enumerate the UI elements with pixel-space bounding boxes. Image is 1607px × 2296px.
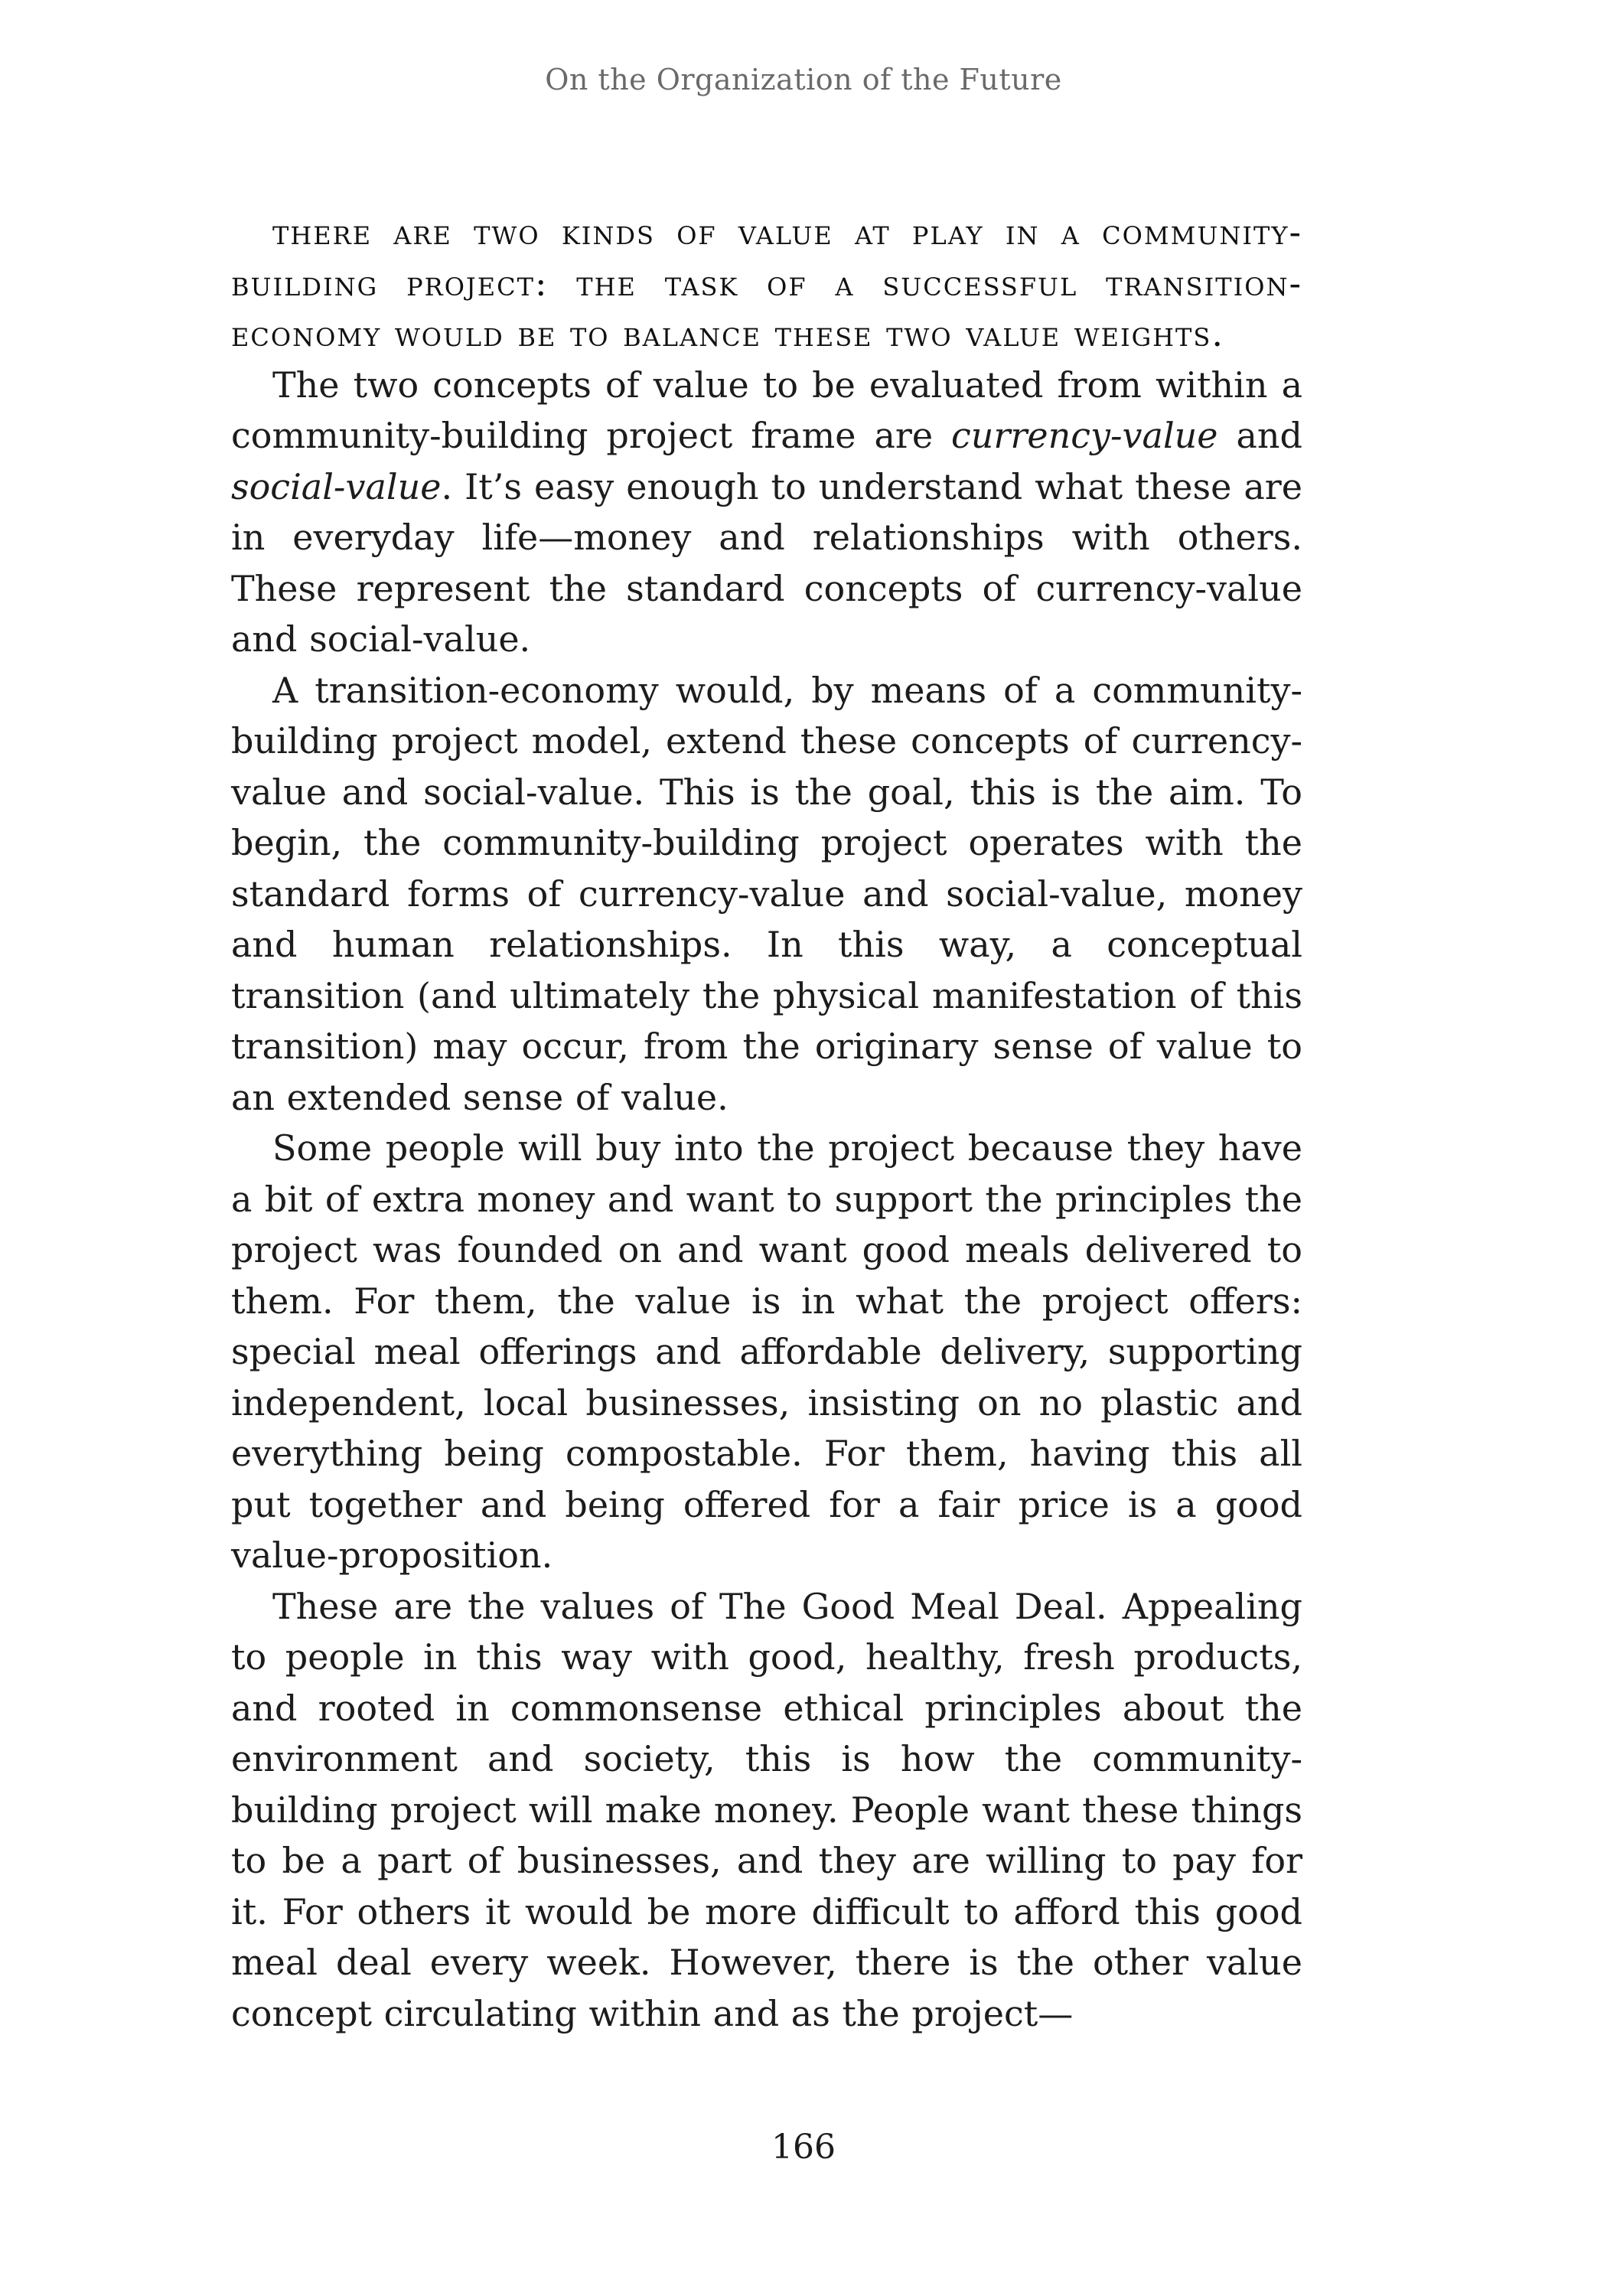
paragraph-text: and [1217, 415, 1302, 456]
body-text [231, 207, 1302, 2039]
emphasis-currency-value: currency-value [951, 415, 1218, 456]
paragraph-transition-economy: A transition-economy would, by means of a community-building project model, extend these concepts of currency-value and social-value. This is the goal, this is the aim. To begin, the community-building project operates with the standard forms of currency-value and social-value, money and human relationships. In this way, a conceptual transition (and ultimately the physical manifestation of this transition) may occur, from the originary sense of value to an extended sense of value. [231, 669, 1302, 1118]
page-number: 166 [771, 2128, 836, 2167]
opening-paragraph: there are two kinds of value at play in a community-building project: the task of a successful transition-economy would be to balance these two value weights. [231, 211, 1302, 354]
emphasis-social-value: social-value [231, 465, 442, 507]
paragraph-buyers: Some people will buy into the project because they have a bit of extra money and want to support the principles the project was founded on and want good meals delivered to them. For them, the value is in what the project offers: special meal offerings and affordable delivery, supporting independent, local businesses, insisting on no plastic and everything being compostable. For them, having this all put together and being offered for a fair price is a good value-proposition. [231, 1127, 1302, 1576]
running-header: On the Organization of the Future [545, 63, 1062, 96]
paragraph-text: . It’s easy enough to understand what these are in everyday life—money and relationships with others. These represent the standard concepts of currency-value and social-value. [231, 465, 1302, 660]
paragraph-good-meal-deal: These are the values of The Good Meal Deal. Appealing to people in this way with good, healthy, fresh products, and rooted in commonsense ethical principles about the environment and society, this is how the community-building project will make money. People want these things to be a part of businesses, and they are willing to pay for it. For others it would be more difficult to afford this good meal deal every week. However, there is the other value concept circulating within and as the project— [231, 1585, 1302, 2034]
paragraph-value-concepts [231, 360, 1302, 665]
paragraph-text: The two concepts of value to be evaluated from within a community-building project frame are [231, 364, 1302, 456]
